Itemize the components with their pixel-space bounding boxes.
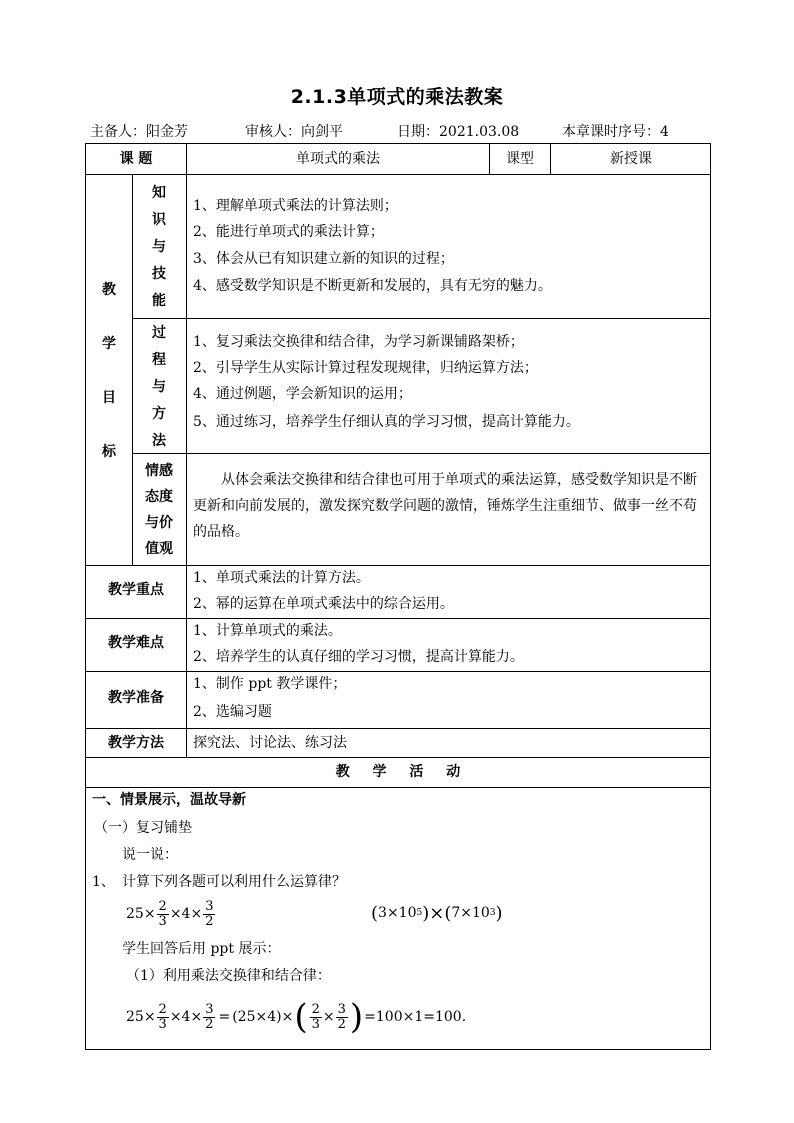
preparer: 主备人：阳金芳 (90, 124, 188, 140)
difficulty-item: 1、计算单项式的乘法。 (193, 623, 342, 639)
topic-label: 课 题 (119, 151, 153, 167)
process-item: 4、通过例题，学会新知识的运用； (193, 386, 412, 402)
prompt-say: 说一说： (122, 847, 178, 863)
reviewer: 审核人：向剑平 (245, 124, 343, 140)
preparation-item: 1、制作 ppt 教学课件； (193, 676, 347, 692)
expression-1: 25× $\frac{2}{3}$ ×4× $\frac{3}{2}$ (126, 898, 214, 929)
expression-3: 25× $\frac{2}{3}$ ×4× $\frac{3}{2}$ = (25×4) × ( $\frac{2}{3}$ × $\frac{3}{2}$ ) =100×1=100. (126, 997, 467, 1037)
knowledge-item: 4、感受数学知识是不断更新和发展的，具有无穷的魅力。 (193, 278, 552, 294)
process-label: 过 程 与 方 法 (152, 325, 166, 449)
process-item: 2、引导学生从实际计算过程发现规律，归纳运算方法； (193, 360, 538, 376)
preparation-item: 2、选编习题 (193, 704, 272, 720)
knowledge-item: 3、体会从已有知识建立新的知识的过程； (193, 251, 454, 267)
lesson-type-label: 课型 (506, 151, 534, 167)
question-text: 计算下列各题可以利用什么运算律？ (122, 874, 346, 890)
lesson-plan-table (85, 143, 711, 1050)
methods-label: 教学方法 (108, 735, 164, 751)
lesson-number: 本章课时序号：4 (562, 124, 669, 140)
subsection-heading: （一）复习铺垫 (94, 820, 192, 836)
process-item: 1、复习乘法交换律和结合律，为学习新课铺路架桥； (193, 334, 524, 350)
topic-value: 单项式的乘法 (296, 151, 380, 167)
section-heading: 一、情景展示，温故导新 (92, 792, 246, 808)
answer-intro: 学生回答后用 ppt 展示： (122, 941, 281, 957)
difficulties-label: 教学难点 (108, 635, 164, 651)
emotion-label: 情感 态度 与价 值观 (145, 463, 173, 557)
key-point-item: 2、幂的运算在单项式乘法中的综合运用。 (193, 596, 454, 612)
answer-step-1: （1）利用乘法交换律和结合律： (126, 968, 331, 984)
date: 日期：2021.03.08 (397, 124, 520, 140)
lesson-type-value: 新授课 (610, 151, 652, 167)
objectives-label: 教 学 目 标 (102, 282, 116, 460)
key-points-label: 教学重点 (108, 582, 164, 598)
knowledge-item: 2、能进行单项式的乘法计算； (193, 224, 384, 240)
expression-2: ( 3×10 5 )×( 7×10 3 ) (371, 902, 503, 924)
document-title: 2.1.3单项式的乘法教案 (290, 86, 504, 108)
activities-header: 教 学 活 动 (335, 764, 461, 780)
knowledge-label: 知 识 与 技 能 (152, 185, 166, 309)
methods-value: 探究法、讨论法、练习法 (193, 735, 347, 751)
key-point-item: 1、单项式乘法的计算方法。 (193, 570, 370, 586)
knowledge-item: 1、理解单项式乘法的计算法则； (193, 198, 398, 214)
question-number: 1、 (92, 874, 115, 890)
emotion-text: 从体会乘法交换律和结合律也可用于单项式的乘法运算，感受数学知识是不断更新和向前发展的，激发探究数学问题的激情，锤炼学生注重细节、做事一丝不苟的品格。 (193, 472, 697, 540)
process-item: 5、通过练习，培养学生仔细认真的学习习惯，提高计算能力。 (193, 414, 580, 430)
preparation-label: 教学准备 (108, 690, 164, 706)
difficulty-item: 2、培养学生的认真仔细的学习习惯，提高计算能力。 (193, 649, 524, 665)
